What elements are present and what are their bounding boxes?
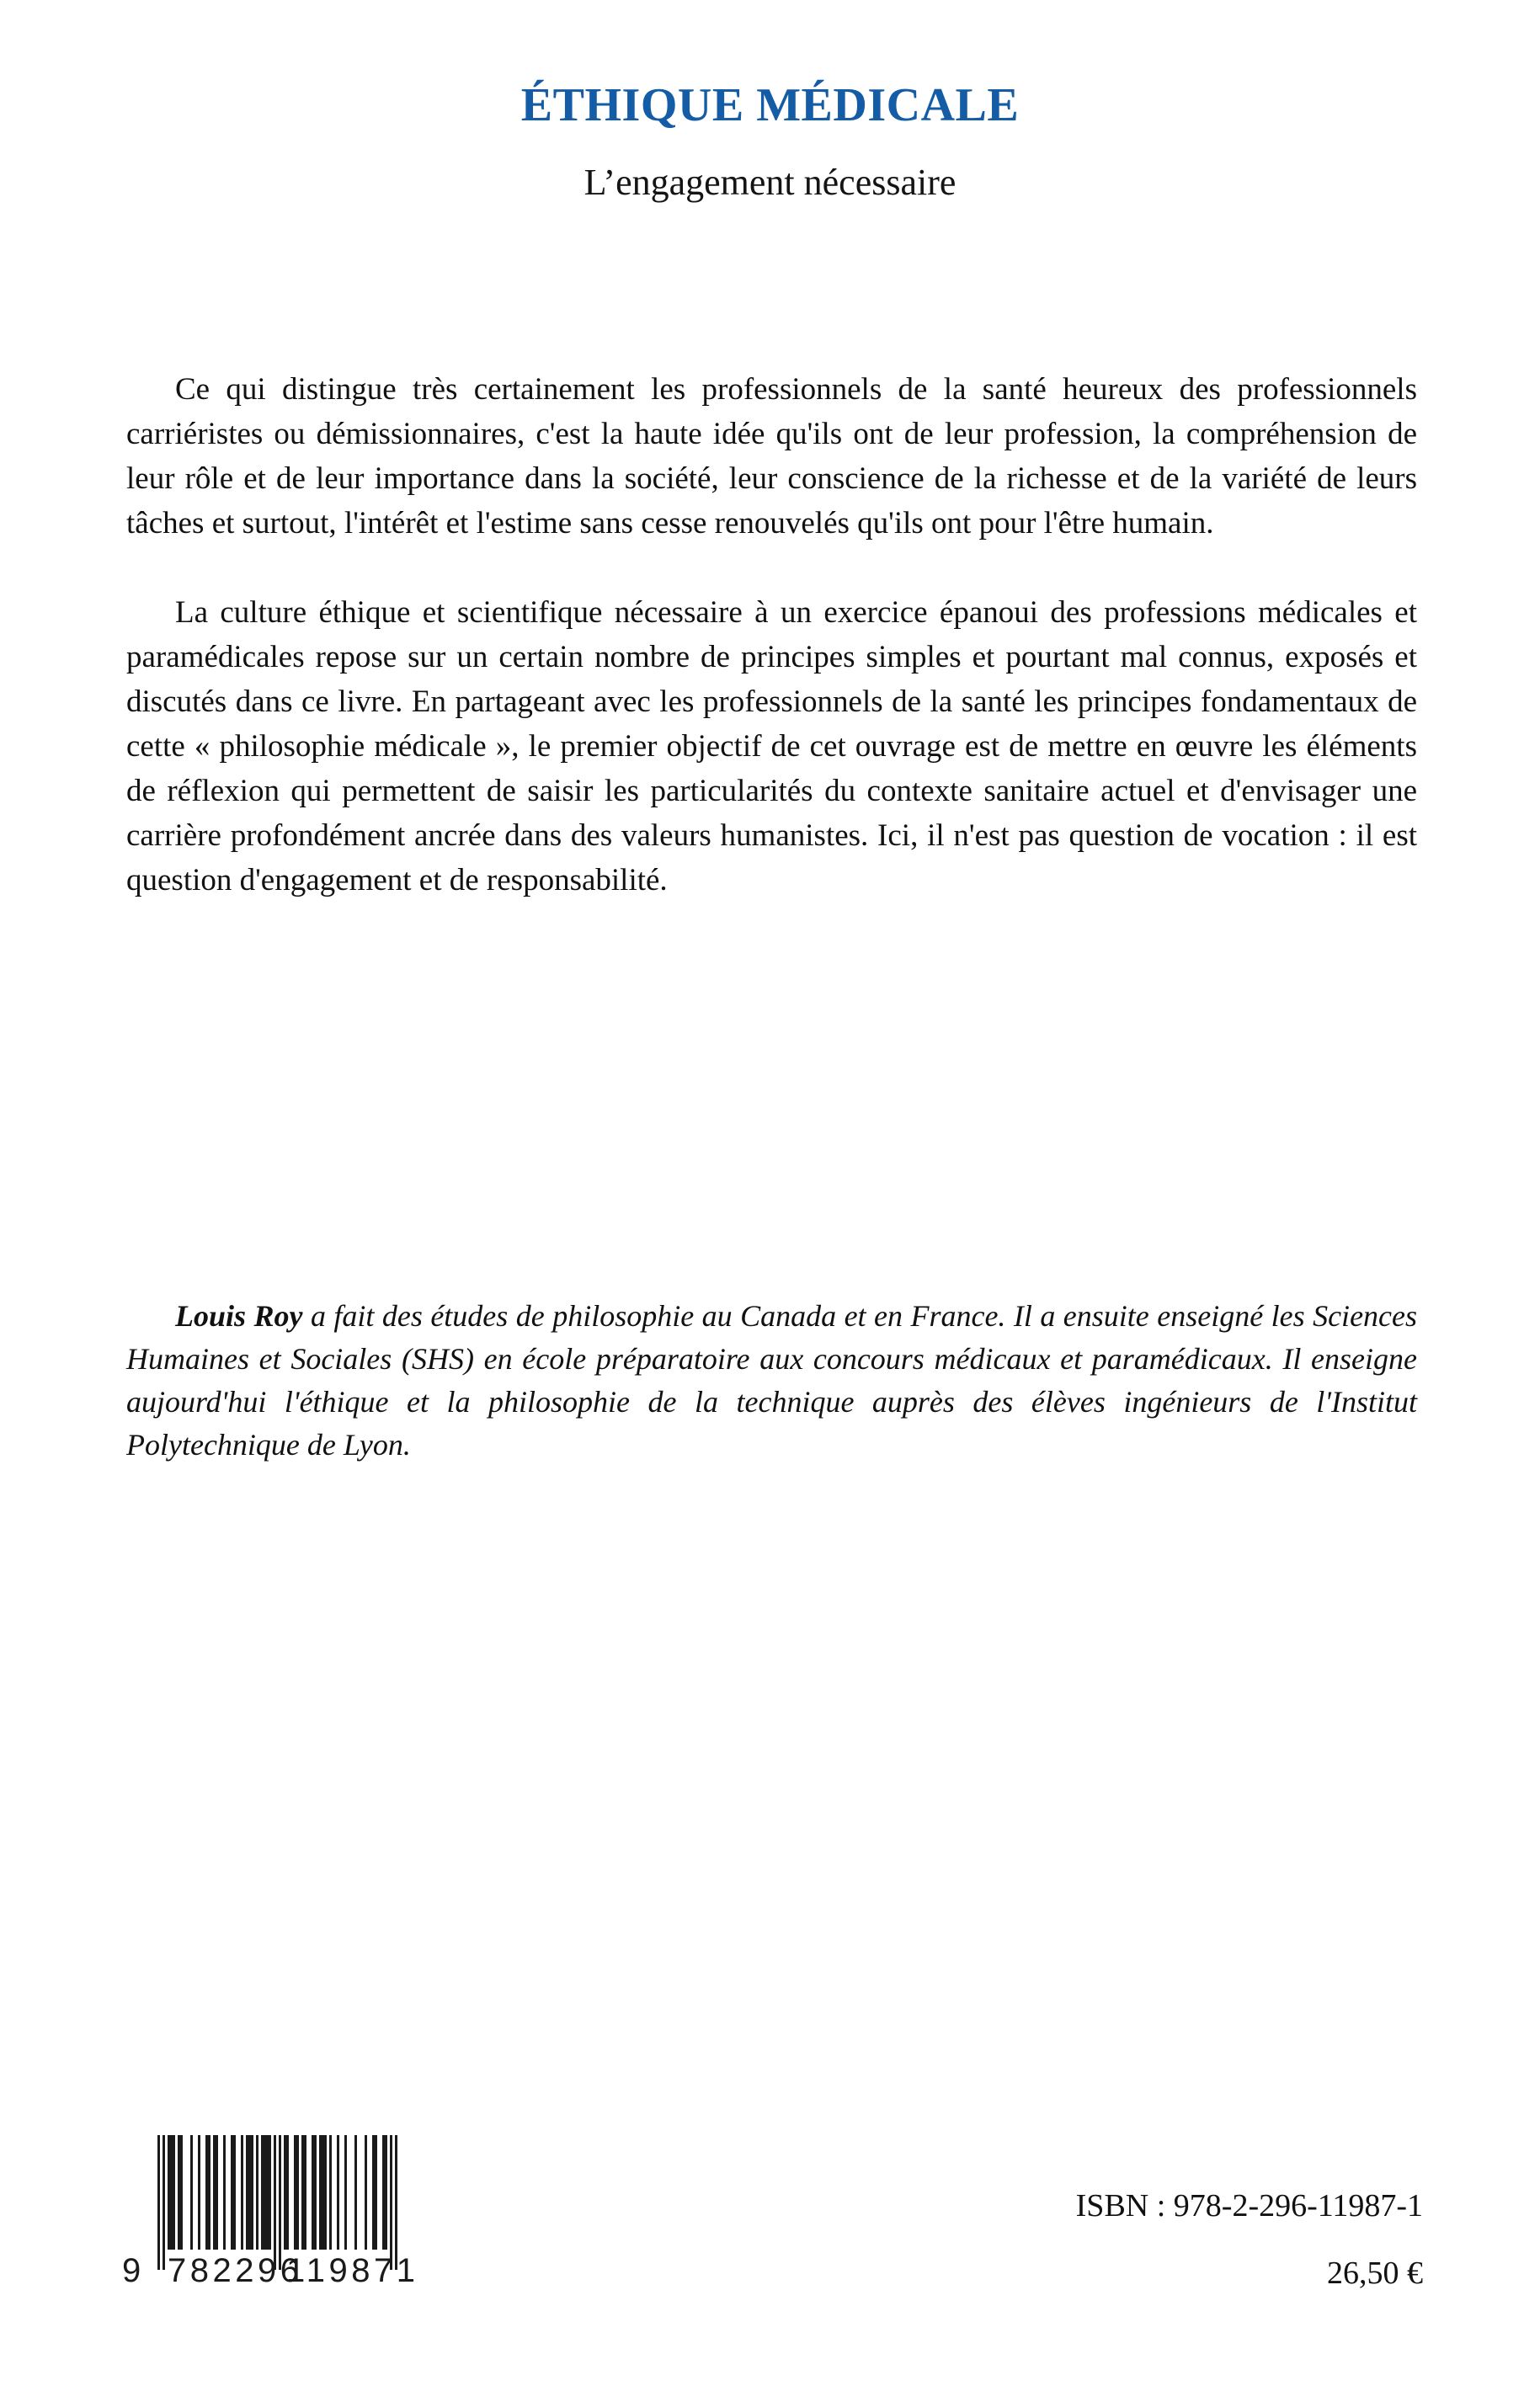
book-subtitle: L’engagement nécessaire: [583, 161, 957, 203]
isbn-text: ISBN : 978-2-296-11987-1: [1075, 2188, 1423, 2224]
title-block: [0, 81, 1540, 203]
author-name: Louis Roy: [175, 1299, 303, 1333]
price-text: 26,50 €: [1327, 2256, 1423, 2291]
blurb-text-block: [126, 367, 1417, 903]
barcode-svg: [105, 2122, 577, 2290]
ean13-barcode: [105, 2122, 577, 2290]
barcode-digit-left: 9: [122, 2252, 141, 2289]
author-bio-text: a fait des études de philosophie au Canada et en France. Il a ensuite enseigné les Sciences Humaines et Sociales (SHS) en école préparatoire aux concours médicaux et paramédicaux. Il enseigne aujourd'hui l'éthique et la philosophie de la technique auprès des élèves ingénieurs de l'Institut Polytechnique de Lyon.: [126, 1299, 1418, 1462]
barcode-digits-group-2: 119871: [286, 2252, 419, 2289]
barcode-digits-group-1: 782296: [168, 2252, 303, 2289]
author-bio-block: [126, 1295, 1417, 1467]
book-title: ÉTHIQUE MÉDICALE: [520, 79, 1020, 131]
blurb-paragraph-1: Ce qui distingue très certainement les professionnels de la santé heureux des professionnels carriéristes ou démissionnaires, c'est la haute idée qu'ils ont de leur profession, la compréhension de leur rôle et de leur importance dans la société, leur conscience de la richesse et de la variété de leurs tâches et surtout, l'intérêt et l'estime sans cesse renouvelés qu'ils ont pour l'être humain.: [126, 372, 1417, 541]
isbn-price-block: [1076, 2182, 1423, 2297]
blurb-paragraph-2: La culture éthique et scientifique nécessaire à un exercice épanoui des professions médicales et paramédicales repose sur un certain nombre de principes simples et pourtant mal connus, exposés et discutés dans ce livre. En partageant avec les professionnels de la santé les principes fondamentaux de cette « philosophie médicale », le premier objectif de cet ouvrage est de mettre en œuvre les éléments de réflexion qui permettent de saisir les particularités du contexte sanitaire actuel et d'envisager une carrière profondément ancrée dans des valeurs humanistes. Ici, il n'est pas question de vocation : il est question d'engagement et de responsabilité.: [126, 595, 1417, 897]
author-bio-paragraph: [126, 1295, 1417, 1467]
